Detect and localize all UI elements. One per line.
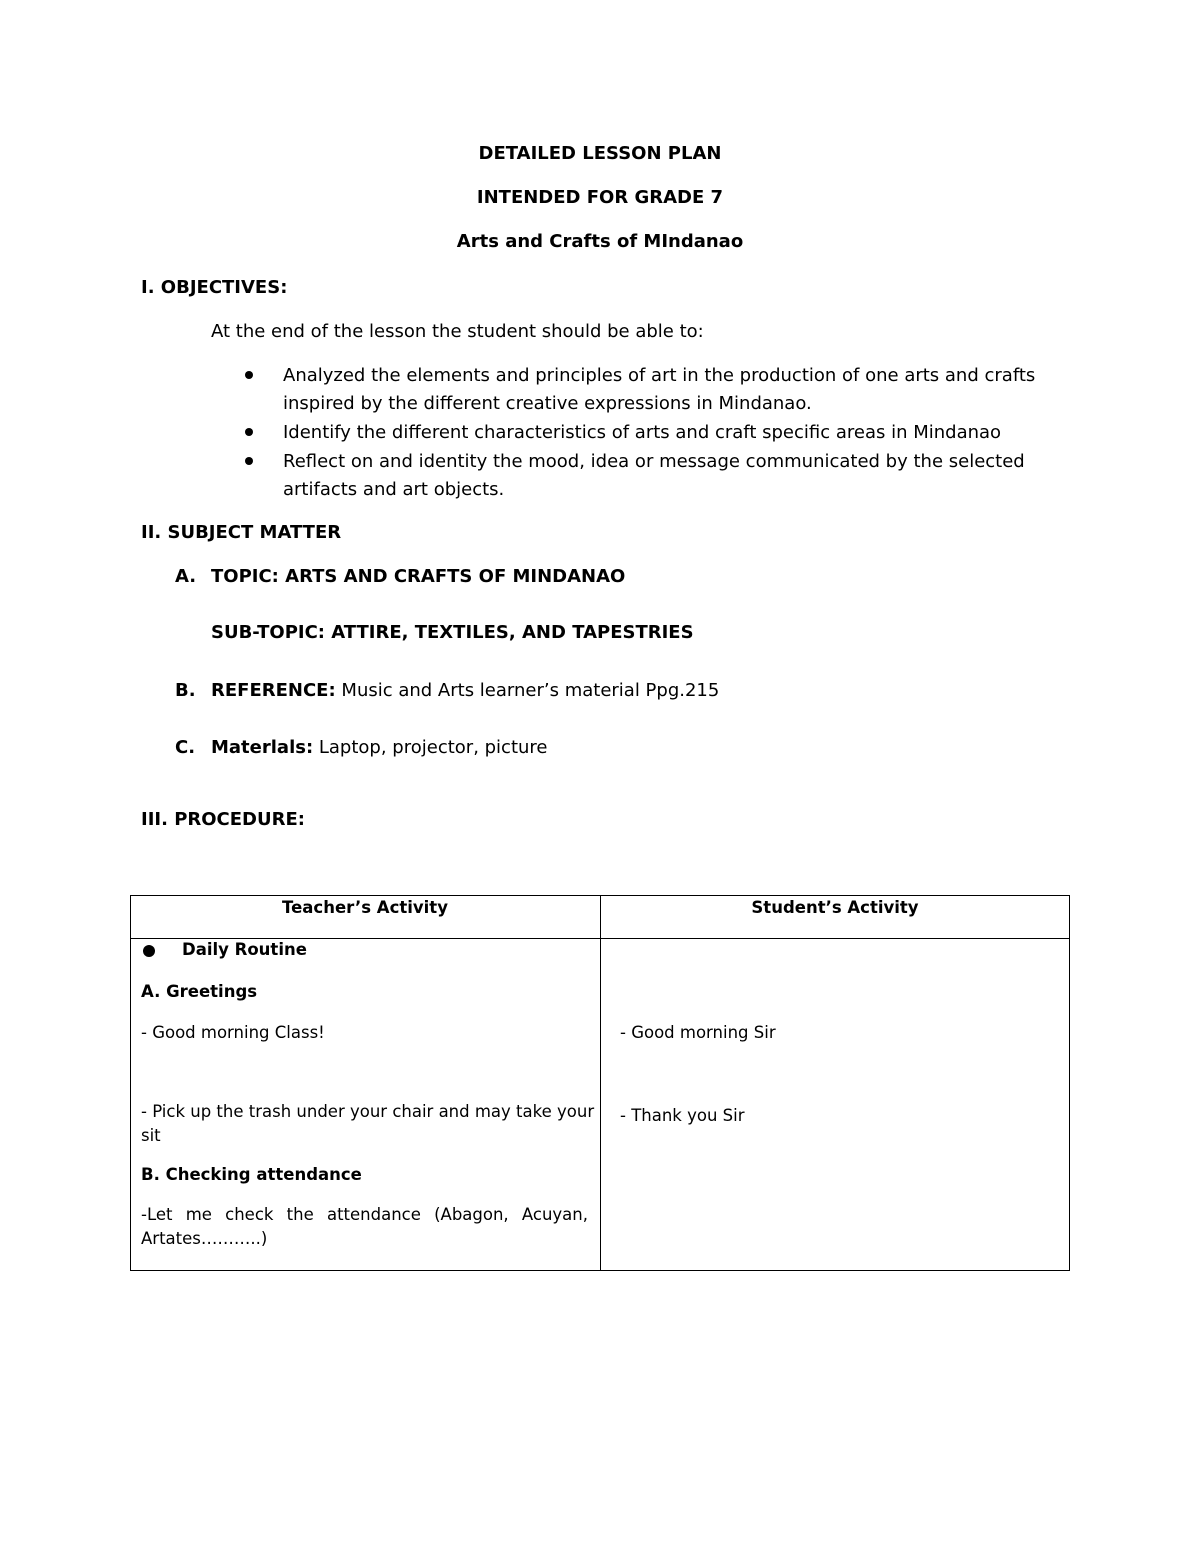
objective-3-line-1: Reflect on and identity the mood, idea or message communicated by the selected: [283, 451, 1025, 472]
student-thanks: - Thank you Sir: [620, 1106, 745, 1125]
bullet-icon: [245, 371, 253, 379]
greetings-label: A. Greetings: [141, 982, 258, 1001]
document-subtitle: INTENDED FOR GRADE 7: [476, 187, 724, 208]
materials-label: Materlals:: [211, 737, 314, 758]
reference-label: REFERENCE:: [211, 680, 336, 701]
table-header-divider: [131, 938, 1069, 939]
teacher-activity-header: Teacher’s Activity: [282, 898, 448, 917]
student-greeting: - Good morning Sir: [620, 1023, 776, 1042]
item-c-letter: C.: [175, 737, 196, 758]
reference-value: Music and Arts learner’s material Ppg.215: [335, 680, 720, 701]
subject-matter-heading: II. SUBJECT MATTER: [141, 522, 342, 543]
procedure-heading: III. PROCEDURE:: [141, 809, 305, 830]
reference-line: [211, 680, 719, 701]
objective-3-line-2: artifacts and art objects.: [283, 479, 505, 500]
attendance-instruction-line-1: -Let me check the attendance (Abagon, Acuyan,: [141, 1205, 588, 1224]
item-a-letter: A.: [175, 566, 197, 587]
student-activity-header: Student’s Activity: [751, 898, 919, 917]
lesson-topic-title: Arts and Crafts of MIndanao: [456, 231, 744, 252]
document-title: DETAILED LESSON PLAN: [478, 143, 722, 164]
teacher-greeting: - Good morning Class!: [141, 1023, 325, 1042]
topic-line: TOPIC: ARTS AND CRAFTS OF MINDANAO: [211, 566, 626, 587]
bullet-icon: [245, 428, 253, 436]
materials-value: Laptop, projector, picture: [313, 737, 548, 758]
bullet-icon: [143, 945, 155, 957]
checking-attendance-label: B. Checking attendance: [141, 1165, 362, 1184]
teacher-trash-instruction-line-1: - Pick up the trash under your chair and may take your: [141, 1102, 595, 1121]
objectives-intro: At the end of the lesson the student should be able to:: [211, 321, 704, 342]
table-column-divider: [600, 896, 601, 1270]
objective-1-line-1: Analyzed the elements and principles of art in the production of one arts and crafts: [283, 365, 1036, 386]
sub-topic-line: SUB-TOPIC: ATTIRE, TEXTILES, AND TAPESTRIES: [211, 622, 694, 643]
objective-1-line-2: inspired by the different creative expressions in Mindanao.: [283, 393, 812, 414]
objective-2-line-1: Identify the different characteristics of arts and craft specific areas in Mindanao: [283, 422, 1002, 443]
bullet-icon: [245, 457, 253, 465]
item-b-letter: B.: [175, 680, 196, 701]
attendance-instruction-line-2: Artates………..): [141, 1229, 268, 1248]
teacher-trash-instruction-line-2: sit: [141, 1126, 161, 1145]
daily-routine-label: Daily Routine: [182, 940, 307, 959]
objectives-heading: I. OBJECTIVES:: [141, 277, 288, 298]
materials-line: [211, 737, 548, 758]
